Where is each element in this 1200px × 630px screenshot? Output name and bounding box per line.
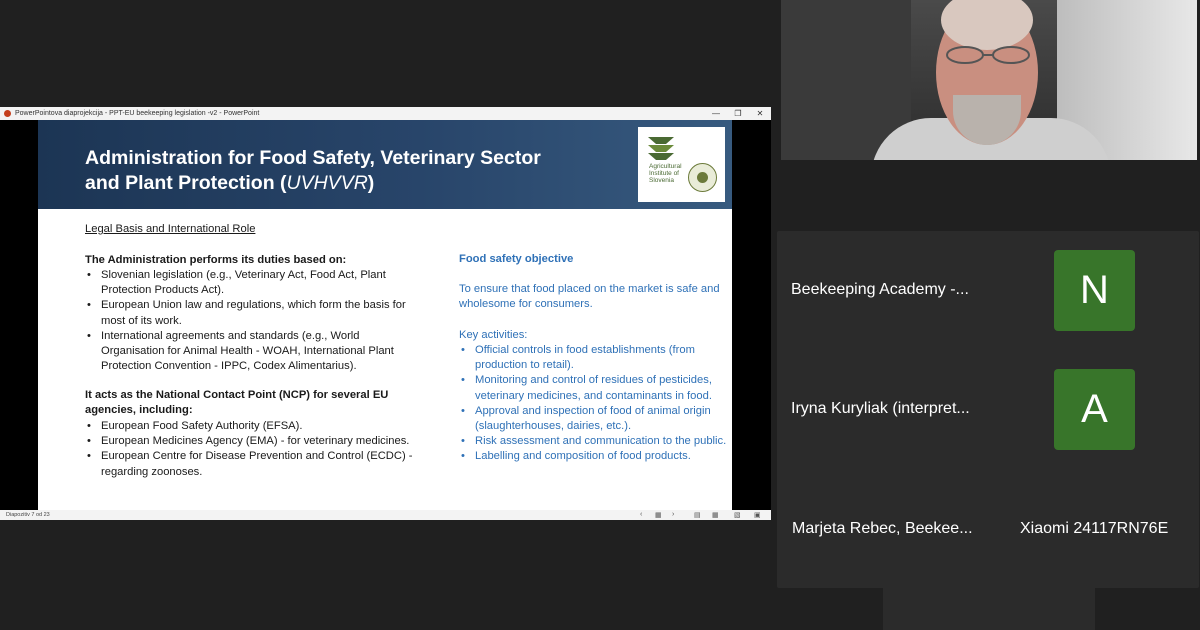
participants-panel (777, 231, 1199, 588)
list-item: • Official controls in food establishments (from production to retail). (459, 343, 729, 373)
window-title: PowerPointova diaprojekcija - PPT-EU beekeeping legislation -v2 - PowerPoint (15, 110, 260, 117)
participant-name[interactable]: Iryna Kuryliak (interpret... (791, 400, 970, 417)
slide-title-close: ) (367, 172, 375, 194)
duties-list (85, 268, 425, 374)
slide-sorter-icon[interactable]: ▦ (712, 512, 719, 519)
key-activities-list (459, 343, 729, 465)
powerpoint-window (0, 107, 771, 520)
avatar[interactable]: N (1054, 250, 1135, 331)
participant-name[interactable]: Xiaomi 24117RN76E (1020, 520, 1169, 537)
seal-icon (688, 163, 717, 192)
glasses-icon (943, 45, 1033, 65)
previous-slide-icon[interactable]: ‹ (640, 511, 643, 518)
reading-view-icon[interactable]: ▧ (734, 512, 741, 519)
powerpoint-app-icon (4, 110, 11, 117)
restore-icon[interactable]: ❐ (734, 109, 742, 118)
list-item: • Slovenian legislation (e.g., Veterinary Act, Food Act, Plant Protection Products Act). (85, 268, 425, 298)
list-item: • Labelling and composition of food products. (459, 449, 729, 464)
slide-title-abbr: UVHVVR (286, 172, 368, 194)
next-slide-icon[interactable]: › (672, 511, 675, 518)
slide-title-line1: Administration for Food Safety, Veterinary Sector (85, 147, 541, 169)
presenter-video (781, 0, 1197, 160)
list-item: • European Centre for Disease Prevention and Control (ECDC) - regarding zoonoses. (85, 449, 425, 479)
slide-header (38, 120, 732, 209)
close-icon[interactable]: ✕ (756, 109, 764, 118)
slide-counter: Diapozitiv 7 od 23 (6, 512, 50, 518)
minimize-icon[interactable]: — (712, 109, 720, 118)
slide-title-line2: and Plant Protection ( (85, 172, 287, 194)
list-item: • European Union law and regulations, which form the basis for most of its work. (85, 298, 425, 328)
duties-heading: The Administration performs its duties based on: (85, 254, 347, 266)
slideshow-icon[interactable]: ▣ (754, 512, 761, 519)
list-item: • European Food Safety Authority (EFSA). (85, 419, 425, 434)
participant-tile (883, 588, 1095, 630)
status-bar (0, 510, 771, 520)
avatar[interactable]: A (1054, 369, 1135, 450)
list-item: • Monitoring and control of residues of pesticides, veterinary medicines, and contaminants in food. (459, 373, 729, 403)
legal-basis-heading: Legal Basis and International Role (85, 223, 256, 235)
slide-menu-icon[interactable]: ▦ (655, 512, 662, 519)
list-item: • Risk assessment and communication to the public. (459, 434, 729, 449)
key-activities-heading: Key activities: (459, 329, 528, 341)
slide-title (85, 146, 541, 196)
institute-logo (638, 127, 725, 202)
slide[interactable] (38, 120, 732, 512)
window-titlebar (0, 107, 771, 120)
participant-name[interactable]: Marjeta Rebec, Beekee... (792, 520, 973, 537)
ncp-list (85, 419, 425, 480)
ncp-heading: It acts as the National Contact Point (NCP) for several EU agencies, including: (85, 389, 389, 417)
list-item: • Approval and inspection of food of animal origin (slaughterhouses, dairies, etc.). (459, 404, 729, 434)
list-item: • European Medicines Agency (EMA) - for veterinary medicines. (85, 434, 425, 449)
food-safety-objective: To ensure that food placed on the market is safe and wholesome for consumers. (459, 283, 720, 311)
participant-name[interactable]: Beekeeping Academy -... (791, 281, 969, 298)
institute-logo-text: Agricultural Institute of Slovenia (649, 163, 682, 184)
normal-view-icon[interactable]: ▤ (694, 512, 701, 519)
list-item: • International agreements and standards (e.g., World Organisation for Animal Health - WOAH, International Plant Protection Convention - IPPC, Codex Alimentarius). (85, 329, 425, 375)
food-safety-heading: Food safety objective (459, 253, 574, 265)
institute-logo-mark-icon (646, 135, 676, 161)
